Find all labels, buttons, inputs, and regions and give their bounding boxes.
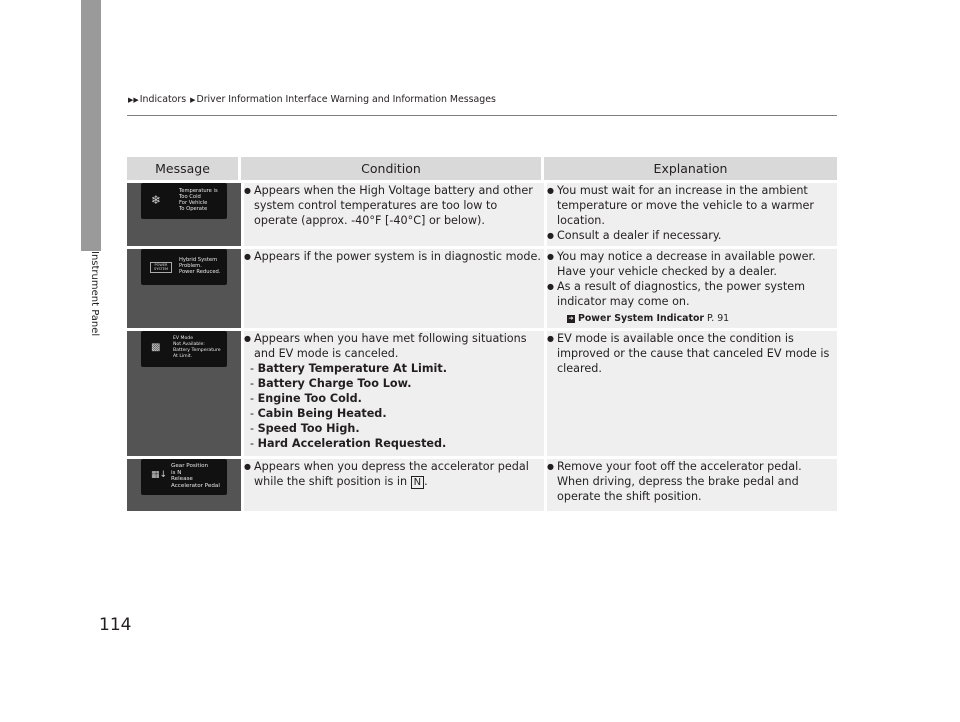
breadcrumb-item-indicators[interactable]: Indicators bbox=[139, 94, 187, 105]
table-row bbox=[127, 328, 837, 456]
explanation-text: ● Remove your foot off the accelerator pedal. When driving, depress the brake pedal and operate the shift position. bbox=[547, 459, 837, 504]
explanation-cell bbox=[544, 180, 837, 246]
message-image-cell bbox=[127, 180, 241, 246]
message-image-cell bbox=[127, 328, 241, 456]
condition-subitem: - Cabin Being Heated. bbox=[250, 407, 387, 420]
explanation-cell bbox=[544, 246, 837, 328]
header-message: Message bbox=[127, 157, 241, 180]
header-condition: Condition bbox=[241, 157, 544, 180]
message-image-cell bbox=[127, 456, 241, 511]
condition-cell bbox=[241, 456, 544, 511]
breadcrumb-item-messages[interactable]: Driver Information Interface Warning and Information Messages bbox=[196, 94, 496, 105]
message-screen bbox=[141, 331, 227, 367]
chapter-tab bbox=[81, 0, 101, 251]
message-screen bbox=[141, 249, 227, 285]
condition-subitem: - Engine Too Cold. bbox=[250, 392, 362, 405]
shift-pedal-icon: ▦↓ bbox=[151, 470, 168, 480]
gear-n-keycap: N bbox=[411, 476, 424, 489]
explanation-text: ● You must wait for an increase in the ambient temperature or move the vehicle to a warmer location. bbox=[547, 183, 837, 228]
condition-text: ● Appears if the power system is in diagnostic mode. bbox=[244, 249, 544, 264]
screen-text: EV Mode Not Available: Battery Temperature At Limit. bbox=[173, 336, 221, 359]
condition-cell bbox=[241, 180, 544, 246]
screen-text: Temperature is Too Cold For Vehicle To Operate bbox=[179, 188, 218, 212]
explanation-cell bbox=[544, 456, 837, 511]
breadcrumb-arrow-icon: ▶▶ bbox=[128, 96, 139, 104]
breadcrumb bbox=[127, 94, 496, 105]
condition-subitem: - Battery Temperature At Limit. bbox=[250, 362, 447, 375]
message-image-cell bbox=[127, 246, 241, 328]
condition-subitem: - Battery Charge Too Low. bbox=[250, 377, 412, 390]
condition-text: ● Appears when you depress the accelerator pedal while the shift position is in N . bbox=[244, 459, 544, 489]
explanation-cell bbox=[544, 328, 837, 456]
xref-title: Power System Indicator bbox=[578, 313, 705, 324]
message-screen bbox=[141, 183, 227, 219]
table-header-row bbox=[127, 157, 837, 180]
breadcrumb-arrow-icon: ▶ bbox=[190, 96, 196, 104]
xref-page: P. 91 bbox=[707, 313, 730, 324]
car-icon: ▩ bbox=[151, 342, 161, 353]
explanation-text: ● You may notice a decrease in available power. Have your vehicle checked by a dealer. bbox=[547, 249, 837, 279]
page-number: 114 bbox=[99, 615, 132, 635]
explanation-text: ● Consult a dealer if necessary. bbox=[547, 228, 837, 243]
cross-reference-link[interactable] bbox=[547, 311, 837, 326]
condition-cell bbox=[241, 246, 544, 328]
chapter-label: Instrument Panel bbox=[89, 251, 100, 337]
message-screen bbox=[141, 459, 227, 495]
condition-subitem: - Hard Acceleration Requested. bbox=[250, 437, 447, 450]
table-row bbox=[127, 180, 837, 246]
explanation-text: ● EV mode is available once the condition is improved or the cause that canceled EV mode is cleared. bbox=[547, 331, 837, 376]
header-explanation: Explanation bbox=[544, 157, 837, 180]
power-system-icon: POWER SYSTEM bbox=[150, 262, 172, 273]
table-row bbox=[127, 456, 837, 511]
condition-text: ● Appears when you have met following situations and EV mode is canceled. bbox=[244, 331, 544, 361]
condition-subitem: - Speed Too High. bbox=[250, 422, 360, 435]
message-table bbox=[127, 157, 837, 511]
screen-text: Hybrid System Problem. Power Reduced. bbox=[179, 257, 221, 275]
reference-arrow-icon: ➜ bbox=[568, 314, 574, 322]
explanation-text: ● As a result of diagnostics, the power system indicator may come on. bbox=[547, 279, 837, 309]
snowflake-icon: ❄ bbox=[151, 193, 162, 207]
condition-cell bbox=[241, 328, 544, 456]
condition-text: ● Appears when the High Voltage battery and other system control temperatures are too low to operate (approx. -40°F [-40°C] or below). bbox=[244, 183, 544, 228]
header-rule bbox=[127, 115, 837, 116]
screen-text: Gear Position is N Release Accelerator Pedal bbox=[171, 463, 220, 489]
table-row bbox=[127, 246, 837, 328]
